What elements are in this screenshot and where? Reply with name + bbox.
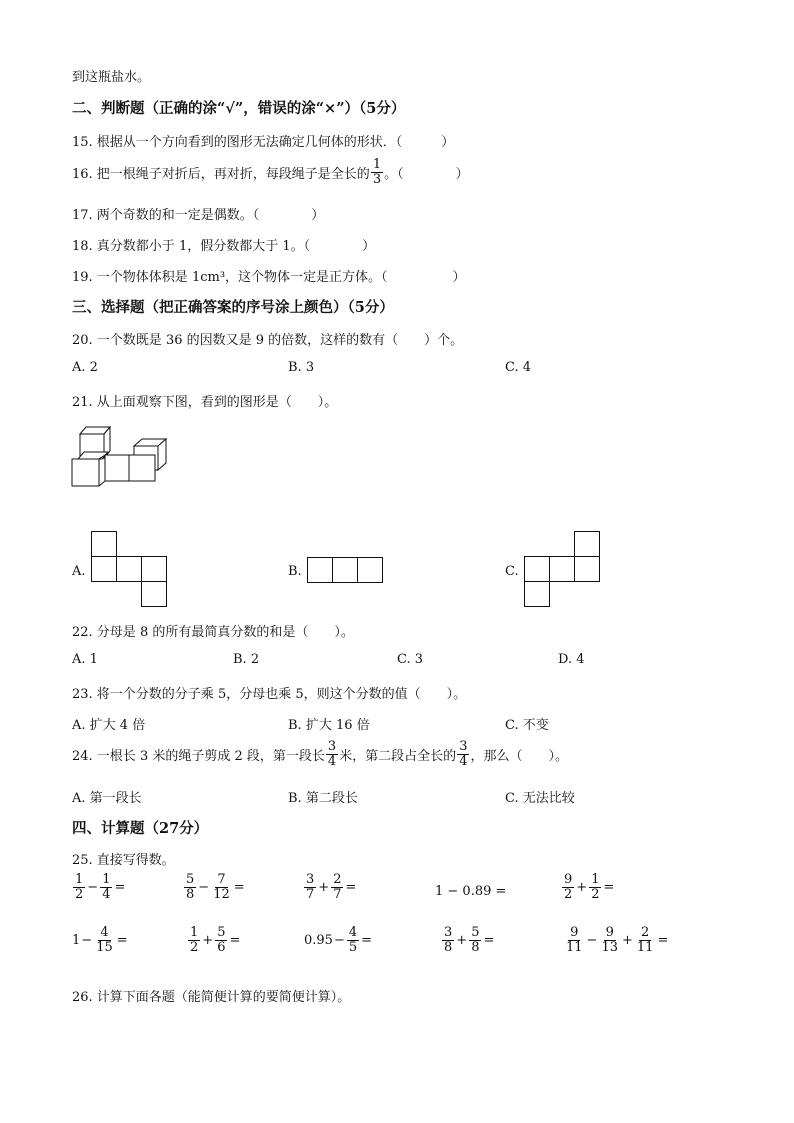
question-16	[72, 158, 469, 186]
question-22: 22. 分母是 8 的所有最简真分数的和是（ ）。	[72, 625, 354, 640]
option-b[interactable]: B. 2	[233, 652, 260, 667]
option-b[interactable]: B. 第二段长	[288, 791, 358, 806]
option-c[interactable]: C. 4	[505, 360, 532, 375]
fraction	[73, 873, 85, 901]
operator: +	[456, 932, 468, 948]
operator: +	[622, 932, 633, 948]
fraction	[599, 926, 620, 954]
denominator: 12	[213, 886, 230, 902]
numerator: 2	[641, 925, 650, 940]
option-b[interactable]: B. 3	[288, 360, 315, 375]
question-24-tail: ，那么（ ）。	[470, 748, 568, 764]
operator: −	[333, 932, 345, 948]
expression	[72, 873, 126, 901]
fraction	[94, 926, 115, 954]
question-19: 19. 一个物体体积是 1cm³，这个物体一定是正方体。（ ）	[72, 270, 466, 285]
expression: 1 − 0.89 =	[435, 884, 507, 899]
operator: −	[81, 932, 93, 948]
denominator: 8	[471, 939, 480, 955]
numerator: 5	[217, 925, 226, 940]
denominator: 2	[190, 939, 199, 955]
operator: =	[483, 932, 495, 948]
question-16-text: 16. 把一根绳子对折后，再对折，每段绳子是全长的	[72, 166, 370, 182]
operator: −	[87, 879, 99, 895]
number: 0.95	[304, 932, 333, 948]
question-26: 26. 计算下面各题（能简便计算的要简便计算）。	[72, 990, 351, 1005]
q21-label-a[interactable]: A.	[72, 564, 86, 579]
fraction	[635, 926, 656, 954]
fraction	[331, 873, 343, 901]
operator: =	[229, 932, 241, 948]
operator: =	[361, 932, 373, 948]
numerator: 5	[186, 872, 195, 887]
question-21: 21. 从上面观察下图，看到的图形是（ ）。	[72, 395, 338, 410]
denominator: 15	[96, 939, 113, 955]
numerator: 5	[471, 925, 480, 940]
option-b[interactable]: B. 扩大 16 倍	[288, 718, 370, 733]
option-c[interactable]: C. 3	[397, 652, 424, 667]
fraction	[442, 926, 454, 954]
q21-label-b[interactable]: B.	[288, 564, 302, 579]
denominator: 8	[444, 939, 453, 955]
question-18: 18. 真分数都小于 1，假分数都大于 1。（ ）	[72, 239, 376, 254]
denominator: 5	[348, 939, 358, 955]
option-c-figure[interactable]	[524, 531, 603, 609]
denominator: 4	[327, 753, 337, 769]
numerator: 1	[591, 872, 600, 887]
option-c[interactable]: C. 无法比较	[505, 791, 575, 806]
numerator: 3	[327, 739, 337, 754]
fraction	[564, 926, 585, 954]
option-a-figure[interactable]	[91, 531, 169, 609]
fraction	[211, 873, 232, 901]
denominator: 11	[636, 939, 654, 955]
question-15: 15. 根据从一个方向看到的图形无法确定几何体的形状．（ ）	[72, 135, 455, 150]
question-24-mid: 米，第二段占全长的	[339, 748, 457, 764]
denominator: 4	[459, 753, 468, 769]
denominator: 13	[601, 939, 618, 955]
operator: +	[318, 879, 330, 895]
section-2-title: 二、判断题（正确的涂“√”，错误的涂“×”）（5分）	[72, 100, 406, 117]
fraction	[100, 873, 112, 901]
numerator: 2	[333, 872, 342, 887]
fraction	[215, 926, 227, 954]
numerator: 7	[217, 872, 226, 887]
option-a[interactable]: A. 扩大 4 倍	[72, 718, 146, 733]
fraction	[347, 926, 359, 954]
fraction	[184, 873, 196, 901]
question-20: 20. 一个数既是 36 的因数又是 9 的倍数，这样的数有（ ）个。	[72, 333, 464, 348]
question-25: 25. 直接写得数。	[72, 853, 175, 868]
question-23: 23. 将一个分数的分子乘 5，分母也乘 5，则这个分数的值（ ）。	[72, 687, 467, 702]
section-4-title: 四、计算题（27分）	[72, 820, 209, 837]
numerator: 1	[190, 925, 199, 940]
option-c[interactable]: C. 不变	[505, 718, 549, 733]
numerator: 9	[564, 872, 573, 887]
numerator: 9	[605, 925, 614, 940]
operator: =	[657, 932, 669, 948]
numerator: 3	[459, 739, 468, 754]
denominator: 11	[566, 939, 583, 955]
expression	[561, 873, 615, 901]
operator: =	[116, 932, 128, 948]
numerator: 1	[102, 872, 111, 887]
question-24	[72, 740, 568, 768]
fraction	[304, 873, 316, 901]
expression	[72, 926, 129, 954]
denominator: 7	[306, 886, 315, 902]
numerator: 3	[306, 872, 315, 887]
denominator: 4	[102, 886, 111, 902]
number: 1	[72, 932, 81, 948]
fraction	[188, 926, 200, 954]
fraction	[326, 740, 338, 768]
expression	[304, 926, 373, 954]
expression	[441, 926, 495, 954]
fraction	[589, 873, 601, 901]
denominator: 3	[372, 171, 382, 187]
expression	[563, 926, 669, 954]
expression	[187, 926, 241, 954]
cube-figure	[70, 420, 180, 492]
numerator: 4	[348, 925, 358, 940]
q21-label-c[interactable]: C.	[505, 564, 519, 579]
fraction	[469, 926, 481, 954]
question-17: 17. 两个奇数的和一定是偶数。（ ）	[72, 208, 325, 223]
operator: =	[345, 879, 357, 895]
denominator: 2	[75, 886, 84, 902]
denominator: 2	[591, 886, 600, 902]
denominator: 6	[217, 939, 226, 955]
option-d[interactable]: D. 4	[558, 652, 585, 667]
denominator: 8	[186, 886, 195, 902]
operator: =	[603, 879, 615, 895]
intro-tail: 到这瓶盐水。	[72, 70, 151, 85]
expression	[183, 873, 246, 901]
section-3-title: 三、选择题（把正确答案的序号涂上颜色）（5分）	[72, 299, 394, 316]
fraction	[562, 873, 574, 901]
operator: −	[198, 879, 210, 895]
operator: +	[202, 932, 214, 948]
operator: +	[576, 879, 588, 895]
option-a[interactable]: A. 2	[72, 360, 98, 375]
fraction	[371, 158, 383, 186]
question-16-tail: 。（ ）	[384, 166, 469, 182]
numerator: 1	[75, 872, 84, 887]
question-24-text: 24. 一根长 3 米的绳子剪成 2 段，第一段长	[72, 748, 325, 764]
numerator: 3	[444, 925, 453, 940]
option-a[interactable]: A. 第一段长	[72, 791, 142, 806]
option-a[interactable]: A. 1	[72, 652, 98, 667]
option-b-figure[interactable]	[307, 557, 386, 584]
expression	[303, 873, 357, 901]
denominator: 2	[564, 886, 573, 902]
numerator: 4	[100, 925, 109, 940]
numerator: 1	[372, 157, 382, 172]
numerator: 9	[570, 925, 579, 940]
denominator: 7	[333, 886, 342, 902]
operator: =	[233, 879, 245, 895]
fraction	[457, 740, 469, 768]
operator: −	[586, 932, 598, 948]
operator: =	[114, 879, 126, 895]
